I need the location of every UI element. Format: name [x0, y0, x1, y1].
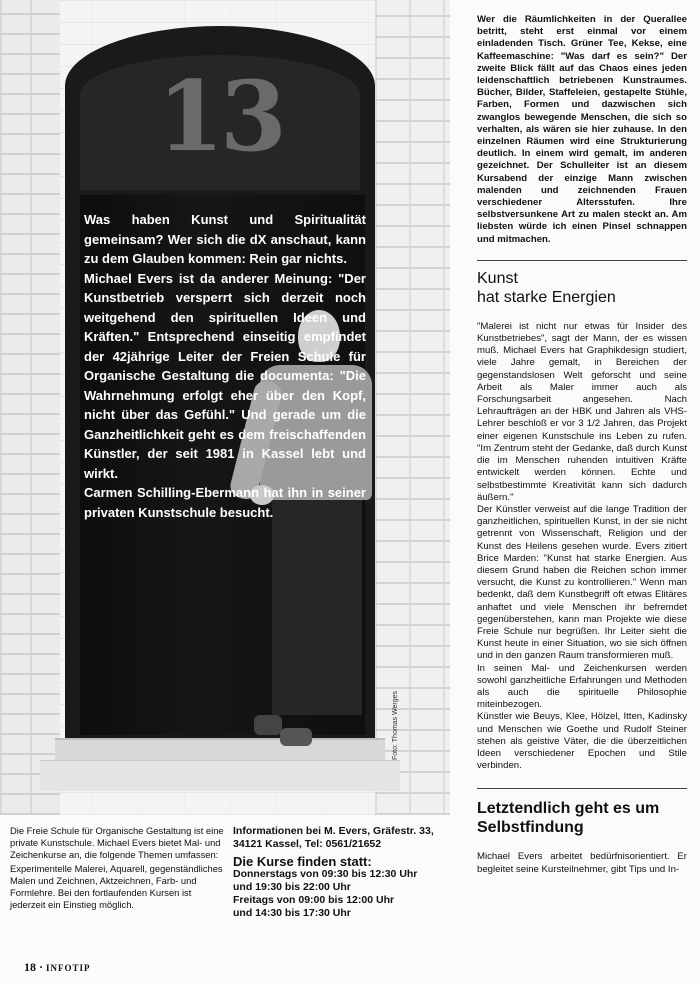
- schedule-line: und 19:30 bis 22:00 Uhr: [233, 881, 351, 893]
- section-divider: [477, 788, 687, 789]
- section-heading-line: hat starke Energien: [477, 288, 616, 306]
- section-heading-line: Kunst: [477, 269, 518, 287]
- brick-wall-right: [375, 0, 450, 815]
- body-paragraph: Künstler wie Beuys, Klee, Hölzel, Itten, Kadinsky und Menschen wie Goethe und Rudolf Steiner stehen als geistive Väter, die die überzeitlichen Ideen verschiedener Epochen und Stile verbinden.: [477, 711, 687, 772]
- photo-credit: Foto: Thomas Werges: [392, 691, 399, 760]
- figure-shoe-left: [254, 715, 282, 735]
- intro-paragraph: Wer die Räumlichkeiten in der Querallee betritt, steht erst einmal vor einem einladenden Tisch. Grüner Tee, Kekse, eine Kaffeemaschine: "Was darf es sein?" Der zweite Blick fällt auf das Chaos eines jeden leidenschaftlich betriebenen Kunstraumes. Bücher, Bilder, Staffeleien, gestapelte Stühle, Farben, Formen und dazwischen sich zwanglos bewegende Menschen, die sich so verhalten, als wären sie hier zuhause. In den einzelnen Räumen wird eine Strukturierung deutlich. In einem wird gemalt, im anderen gezeichnet. Der Schulleiter ist an diesem Kursabend der einzige Mann zwischen malenden und zeichnenden Frauen verschiedener Altersstufen. Ihre selbstversunkene Art zu malen steckt an. Am liebsten würde ich einen Pinsel schnappen und mitmachen.: [477, 14, 687, 245]
- section-heading: [477, 269, 687, 307]
- figure-shoe-right: [280, 728, 312, 746]
- photo-overlay-text: [84, 210, 366, 522]
- info-paragraph: Die Freie Schule für Organische Gestaltung ist eine private Kunstschule. Michael Evers bietet Mal- und Zeichenkurse an, die folgende Themen umfassen:: [10, 825, 224, 861]
- overlay-paragraph: Was haben Kunst und Spiritualität gemeinsam? Wer sich die dX anschaut, kann zu dem Glauben kommen: Rein gar nichts.: [84, 212, 366, 266]
- schedule-line: Donnerstags von 09:30 bis 12:30 Uhr: [233, 868, 418, 880]
- article-column-right: [477, 14, 687, 876]
- overlay-paragraph: Michael Evers ist da anderer Meinung: "Der Kunstbetrieb versperrt sich derzeit noch weitgehend den spirituellen Ideen und Kräften." Entsprechend einseitig empfindet der 42jährige Leiter der Freien Schule für Organische Gestaltung die documenta: "Die Wahrnehmung erfolgt eher über den Kopf, nicht über das Gefühl." Und gerade um die Ganzheitlichkeit geht es dem freischaffenden Künstler, der seit 1981 in Kassel lebt und wirkt.: [84, 270, 366, 481]
- brick-wall-left: [0, 0, 60, 815]
- body-paragraph: Der Künstler verweist auf die lange Tradition der ganzheitlichen, spirituellen Kunst, in der sie nicht getrennt von Wissenschaft, Religion und der Kunst des Heilens gesehen wurde. Evers zitiert Brice Marden: "Kunst hat starke Energien. Aus diesem Grund haben die Reichen schon immer versucht, die Kunst zu kontrollieren." Wenn man bedenkt, daß dem Kunstbegriff oft etwas Elitäres anhaftet und viele Menschen ihr befremdet gegenüberstehen, kann man Projekte wie diese Freie Schule nur begrüßen. Ihr Leiter sieht die Kunst heute in einer Situation, wo sie sich öffnen und in den ganzen Raum transformieren muß.: [477, 503, 687, 662]
- figure-legs: [272, 495, 362, 715]
- body-paragraph: "Malerei ist nicht nur etwas für Insider des Kunstbetriebes", sagt der Mann, der es wissen muß. Michael Evers hat Graphikdesign studiert, viele Jahre gemalt, in Bereichen der gegenstandslosen Welt geforscht und seine Arbeit als Maler immer auch als Forschungsarbeit angesehen. Nach Lehraufträgen an der HBK und Jahren als VHS-Lehrer beschloß er vor 3 1/2 Jahren, das Projekt einer eigenen Kunstschule ins Leben zu rufen. "Im Zentrum steht der Gedanke, daß durch Kunst die im Menschen ruhenden intuitiven Kräfte entwickelt werden können. Echte und selbstbestimmte Kreativität kann sich dadurch äußern.": [477, 320, 687, 503]
- page-footer: 18 · INFOTIP: [24, 960, 91, 974]
- body-paragraph: In seinen Mal- und Zeichenkursen werden sowohl ganzheitliche Erfahrungen und Methoden als auch die spirituelle Philosophie miteinbezogen.: [477, 662, 687, 711]
- door-step-lower: [40, 760, 400, 791]
- course-info: [233, 825, 448, 920]
- courses-heading: Die Kurse finden statt:: [233, 854, 372, 869]
- school-description: [10, 825, 225, 912]
- section-heading: [477, 799, 687, 837]
- schedule-line: und 14:30 bis 17:30 Uhr: [233, 907, 351, 919]
- contact-info: Informationen bei M. Evers, Gräfestr. 33, 34121 Kassel, Tel: 0561/21652: [233, 825, 434, 850]
- magazine-name: INFOTIP: [46, 963, 91, 973]
- section-heading-line: Letztendlich geht es um: [477, 800, 660, 818]
- house-number: 13: [157, 60, 283, 173]
- page-number: 18: [24, 960, 36, 974]
- body-paragraph: Michael Evers arbeitet bedürfnisorientiert. Er begleitet seine Kursteilnehmer, gibt Tips und In-: [477, 851, 687, 875]
- section-divider: [477, 260, 687, 261]
- overlay-paragraph: Carmen Schilling-Ebermann hat ihn in seiner privaten Kunstschule besucht.: [84, 485, 366, 520]
- section-heading-line: Selbstfindung: [477, 819, 584, 837]
- schedule-line: Freitags von 09:00 bis 12:00 Uhr: [233, 894, 395, 906]
- info-paragraph: Experimentelle Malerei, Aquarell, gegenständliches Malen und Zeichnen, Aktzeichnen, Farb- und Formlehre. Bei den fortlaufenden Kursen ist jederzeit ein Einstieg möglich.: [10, 862, 223, 911]
